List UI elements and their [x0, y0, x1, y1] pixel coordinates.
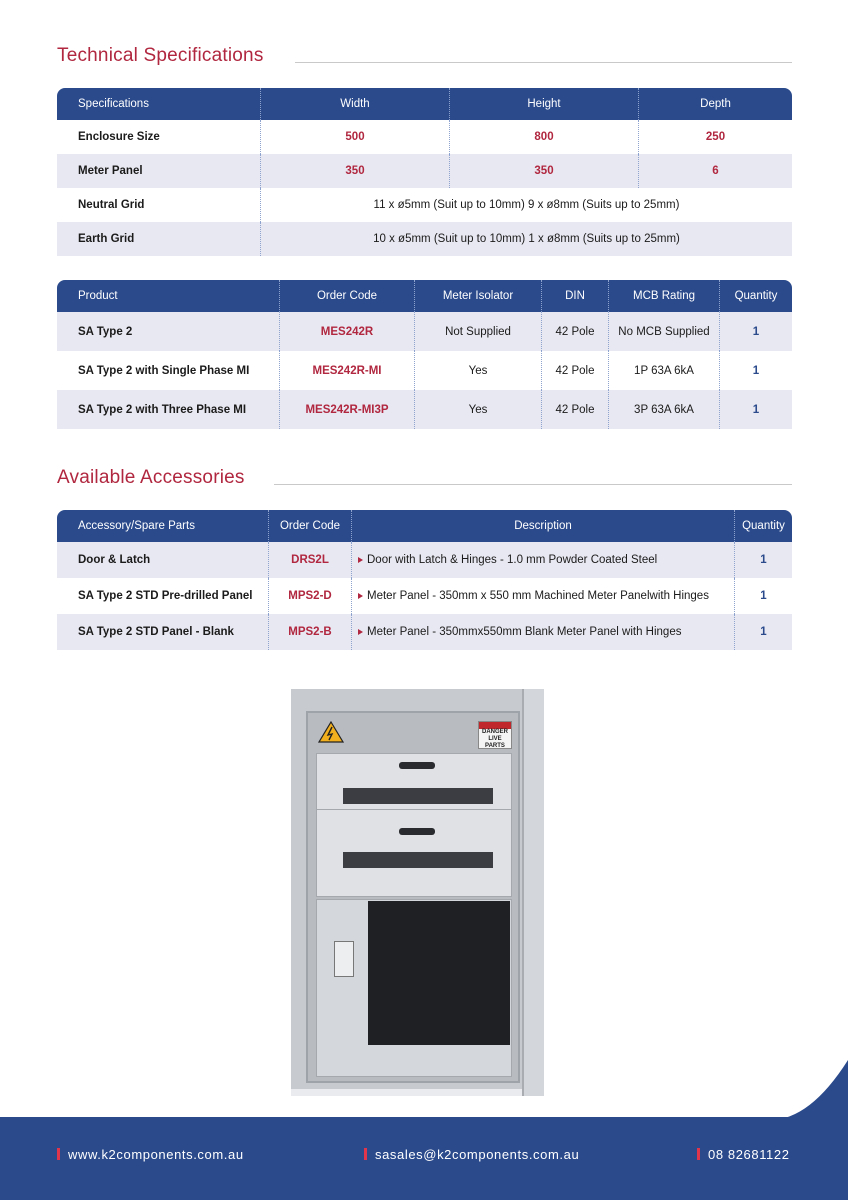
accessory-header-quantity: Quantity [734, 510, 792, 542]
accessory-quantity: 1 [734, 578, 792, 614]
spec-header-depth: Depth [638, 88, 792, 120]
spec-depth-value: 250 [638, 120, 792, 154]
table-row [57, 542, 792, 578]
product-name: SA Type 2 [57, 312, 279, 351]
danger-sign: DANGER LIVE PARTS [478, 721, 512, 749]
open-door-edge [522, 689, 544, 1096]
spec-header-specifications: Specifications [57, 88, 260, 120]
enclosure-body [291, 689, 544, 1089]
product-mcb-rating: 1P 63A 6kA [608, 351, 719, 390]
footer-marker-icon [364, 1148, 367, 1160]
product-order-code: MES242R [279, 312, 414, 351]
spec-width-value: 500 [260, 120, 449, 154]
enclosure-photo [291, 689, 544, 1096]
spec-depth-value: 6 [638, 154, 792, 188]
accessory-description: Meter Panel - 350mmx550mm Blank Meter Panel with Hinges [351, 614, 734, 650]
product-header-product: Product [57, 280, 279, 312]
footer-email[interactable]: sasales@k2components.com.au [364, 1147, 579, 1162]
accessory-description: Door with Latch & Hinges - 1.0 mm Powder Coated Steel [351, 542, 734, 578]
table-row [57, 390, 792, 429]
spec-header-width: Width [260, 88, 449, 120]
accessory-order-code: MPS2-D [268, 578, 351, 614]
product-name: SA Type 2 with Three Phase MI [57, 390, 279, 429]
din-rail [343, 852, 493, 868]
table-row [57, 188, 792, 222]
spec-header-height: Height [449, 88, 638, 120]
bullet-arrow-icon [358, 557, 363, 563]
accessory-order-code: DRS2L [268, 542, 351, 578]
table-row [57, 120, 792, 154]
footer-marker-icon [57, 1148, 60, 1160]
product-order-code: MES242R-MI [279, 351, 414, 390]
product-quantity: 1 [719, 351, 792, 390]
footer-marker-icon [697, 1148, 700, 1160]
product-mcb-rating: No MCB Supplied [608, 312, 719, 351]
accessory-table [57, 510, 792, 650]
spec-span-value: 10 x ø5mm (Suit up to 10mm) 1 x ø8mm (Suits up to 25mm) [260, 222, 792, 256]
table-row [57, 312, 792, 351]
title-divider [295, 62, 792, 63]
product-header-quantity: Quantity [719, 280, 792, 312]
product-meter-isolator: Yes [414, 351, 541, 390]
product-order-code: MES242R-MI3P [279, 390, 414, 429]
footer-phone[interactable]: 08 82681122 [697, 1147, 790, 1162]
bullet-arrow-icon [358, 629, 363, 635]
product-meter-isolator: Not Supplied [414, 312, 541, 351]
spec-table [57, 88, 792, 256]
bullet-arrow-icon [358, 593, 363, 599]
table-row [57, 614, 792, 650]
panel-handle [399, 762, 435, 769]
spec-label: Earth Grid [57, 222, 260, 256]
black-mounting-panel [368, 901, 510, 1045]
spec-height-value: 800 [449, 120, 638, 154]
product-mcb-rating: 3P 63A 6kA [608, 390, 719, 429]
electrical-hazard-icon [318, 721, 344, 743]
accessory-part: Door & Latch [57, 542, 268, 578]
enclosure-interior [306, 711, 520, 1083]
meter-panel-lower [316, 809, 512, 897]
table-row [57, 154, 792, 188]
product-table [57, 280, 792, 429]
section-title-technical-specifications: Technical Specifications [57, 45, 264, 66]
accessory-part: SA Type 2 STD Panel - Blank [57, 614, 268, 650]
meter-isolator-switch [334, 941, 354, 977]
panel-handle [399, 828, 435, 835]
title-divider [274, 484, 792, 485]
accessory-header-description: Description [351, 510, 734, 542]
table-row [57, 578, 792, 614]
accessory-quantity: 1 [734, 614, 792, 650]
spec-span-value: 11 x ø5mm (Suit up to 10mm) 9 x ø8mm (Suits up to 25mm) [260, 188, 792, 222]
footer-website[interactable]: www.k2components.com.au [57, 1147, 244, 1162]
product-header-meter-isolator: Meter Isolator [414, 280, 541, 312]
spec-width-value: 350 [260, 154, 449, 188]
product-quantity: 1 [719, 390, 792, 429]
accessory-quantity: 1 [734, 542, 792, 578]
product-din: 42 Pole [541, 351, 608, 390]
accessory-description: Meter Panel - 350mm x 550 mm Machined Meter Panelwith Hinges [351, 578, 734, 614]
spec-label: Meter Panel [57, 154, 260, 188]
section-title-available-accessories: Available Accessories [57, 467, 245, 488]
spec-height-value: 350 [449, 154, 638, 188]
product-header-mcb-rating: MCB Rating [608, 280, 719, 312]
product-din: 42 Pole [541, 390, 608, 429]
accessory-header-order-code: Order Code [268, 510, 351, 542]
product-din: 42 Pole [541, 312, 608, 351]
table-row [57, 222, 792, 256]
spec-label: Enclosure Size [78, 131, 160, 143]
product-quantity: 1 [719, 312, 792, 351]
din-rail [343, 788, 493, 804]
product-name: SA Type 2 with Single Phase MI [78, 364, 250, 377]
accessory-order-code: MPS2-B [268, 614, 351, 650]
accessory-header-parts: Accessory/Spare Parts [57, 510, 268, 542]
product-header-din: DIN [541, 280, 608, 312]
product-meter-isolator: Yes [414, 390, 541, 429]
footer-corner-accent [770, 1060, 848, 1120]
product-header-order-code: Order Code [279, 280, 414, 312]
accessory-part: SA Type 2 STD Pre-drilled Panel [78, 590, 253, 602]
spec-label: Neutral Grid [78, 199, 145, 211]
table-row [57, 351, 792, 390]
